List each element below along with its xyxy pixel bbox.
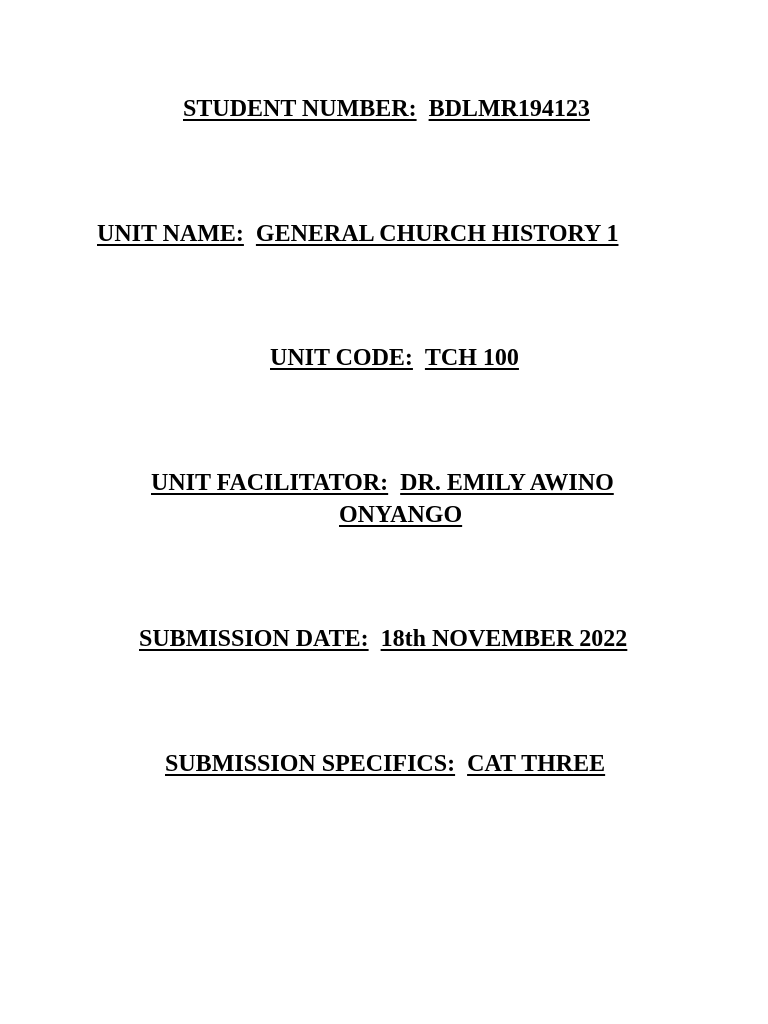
student-number-label: STUDENT NUMBER: (183, 96, 417, 122)
student-number-line (183, 93, 590, 125)
unit-code-line (270, 342, 519, 374)
submission-specifics-value: CAT THREE (467, 751, 606, 777)
unit-facilitator-continuation (339, 499, 462, 531)
unit-code-label: UNIT CODE: (270, 345, 413, 371)
submission-specifics-label: SUBMISSION SPECIFICS: (165, 751, 456, 777)
unit-name-line (97, 218, 618, 250)
unit-name-label: UNIT NAME: (97, 221, 244, 247)
unit-facilitator-line (151, 467, 614, 499)
submission-date-line (139, 623, 627, 655)
submission-date-label: SUBMISSION DATE: (139, 626, 369, 652)
unit-facilitator-value-line2: ONYANGO (339, 502, 463, 528)
unit-facilitator-value-line1: DR. EMILY AWINO (400, 470, 614, 496)
student-number-value: BDLMR194123 (428, 96, 590, 122)
submission-date-value: 18th NOVEMBER 2022 (380, 626, 628, 652)
submission-specifics-line (165, 748, 605, 780)
unit-name-value: GENERAL CHURCH HISTORY 1 (255, 221, 619, 247)
unit-facilitator-label: UNIT FACILITATOR: (151, 470, 389, 496)
unit-code-value: TCH 100 (424, 345, 519, 371)
